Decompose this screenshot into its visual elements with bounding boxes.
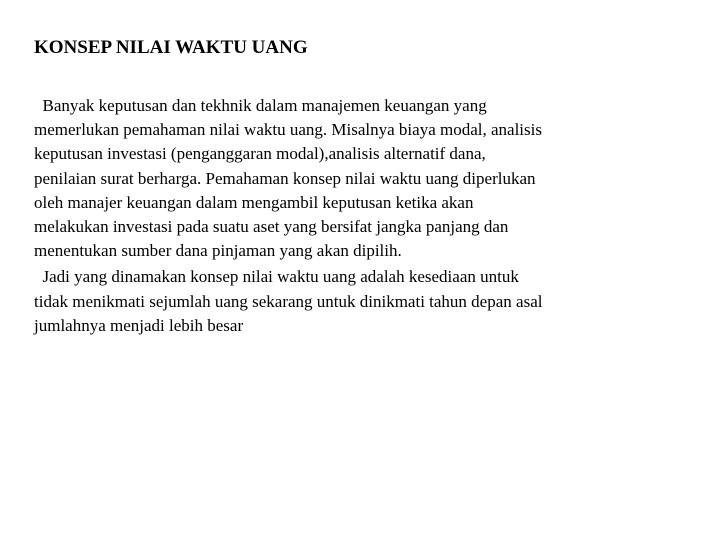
slide-body (34, 94, 674, 338)
slide-title: KONSEP NILAI WAKTU UANG (34, 37, 308, 58)
paragraph-line: menentukan sumber dana pinjaman yang akan dipilih. (34, 241, 402, 261)
paragraph-2 (34, 265, 674, 338)
paragraph-line: Banyak keputusan dan tekhnik dalam manajemen keuangan yang (34, 96, 487, 115)
paragraph-line: keputusan investasi (penganggaran modal),analisis alternatif dana, (34, 144, 486, 164)
paragraph-line: memerlukan pemahaman nilai waktu uang. Misalnya biaya modal, analisis (34, 120, 542, 140)
paragraph-line: oleh manajer keuangan dalam mengambil keputusan ketika akan (34, 192, 474, 212)
paragraph-line: penilaian surat berharga. Pemahaman konsep nilai waktu uang diperlukan (34, 168, 536, 188)
paragraph-line: melakukan investasi pada suatu aset yang bersifat jangka panjang dan (34, 217, 509, 237)
paragraph-1 (34, 94, 674, 263)
paragraph-line: jumlahnya menjadi lebih besar (34, 315, 244, 335)
paragraph-line: Jadi yang dinamakan konsep nilai waktu uang adalah kesediaan untuk (34, 267, 519, 287)
paragraph-line: tidak menikmati sejumlah uang sekarang untuk dinikmati tahun depan asal (34, 291, 543, 311)
